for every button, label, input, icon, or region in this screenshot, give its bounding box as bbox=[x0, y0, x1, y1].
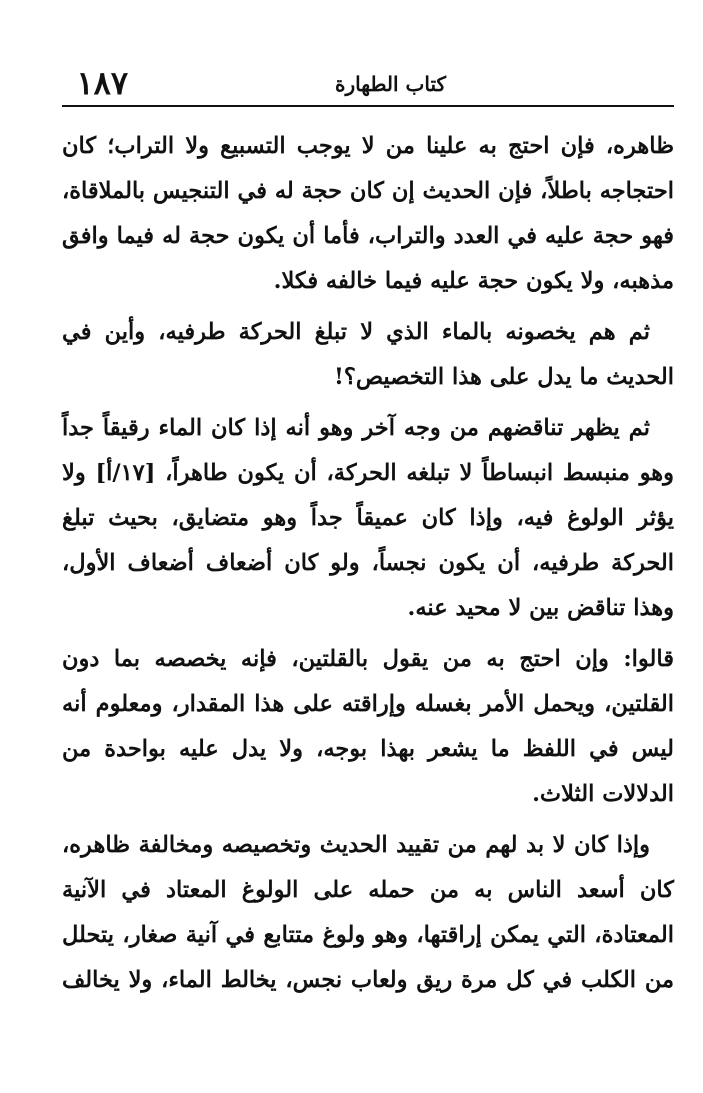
paragraph-1: ظاهره، فإن احتج به علينا من لا يوجب التسبيع ولا التراب؛ كان احتجاجه باطلاً، فإن الحديث إن كان حجة له في التنجيس بالملاقاة، فهو حجة عليه في العدد والتراب، فأما أن يكون حجة له فيما وافق مذهبه، ولا يكون حجة عليه فيما خالفه فكلا. bbox=[62, 133, 674, 294]
main-text bbox=[62, 124, 674, 1009]
paragraph-4: قالوا: وإن احتج به من يقول بالقلتين، فإنه يخصصه بما دون القلتين، ويحمل الأمر بغسله وإراقته على هذا المقدار، ومعلوم أنه ليس في اللفظ ما يشعر بهذا بوجه، ولا يدل عليه بواحدة من الدلالات الثلاث. bbox=[62, 646, 674, 807]
running-title: كتاب الطهارة bbox=[335, 72, 446, 96]
header-divider bbox=[62, 105, 674, 107]
paragraph-3: ثم يظهر تناقضهم من وجه آخر وهو أنه إذا كان الماء رقيقاً جداً وهو منبسط انبساطاً لا تبلغه الحركة، أن يكون طاهراً، [١٧/أ] ولا يؤثر الولوغ فيه، وإذا كان عميقاً جداً وهو متضايق، بحيث تبلغ الحركة طرفيه، أن يكون نجساً، ولو كان أضعاف أضعاف الأول، وهذا تناقض بين لا محيد عنه. bbox=[62, 415, 674, 621]
paragraph-2: ثم هم يخصونه بالماء الذي لا تبلغ الحركة طرفيه، وأين في الحديث ما يدل على هذا التخصيص؟! bbox=[62, 319, 674, 390]
page-header bbox=[62, 62, 674, 104]
page-number: ١٨٧ bbox=[76, 64, 128, 102]
paragraph-5: وإذا كان لا بد لهم من تقييد الحديث وتخصيصه ومخالفة ظاهره، كان أسعد الناس به من حمله على الولوغ المعتاد في الآنية المعتادة، التي يمكن إراقتها، وهو ولوغ متتابع في آنية صغار، يتحلل من الكلب في كل مرة ريق ولعاب نجس، يخالط الماء، ولا يخالف bbox=[62, 832, 674, 993]
